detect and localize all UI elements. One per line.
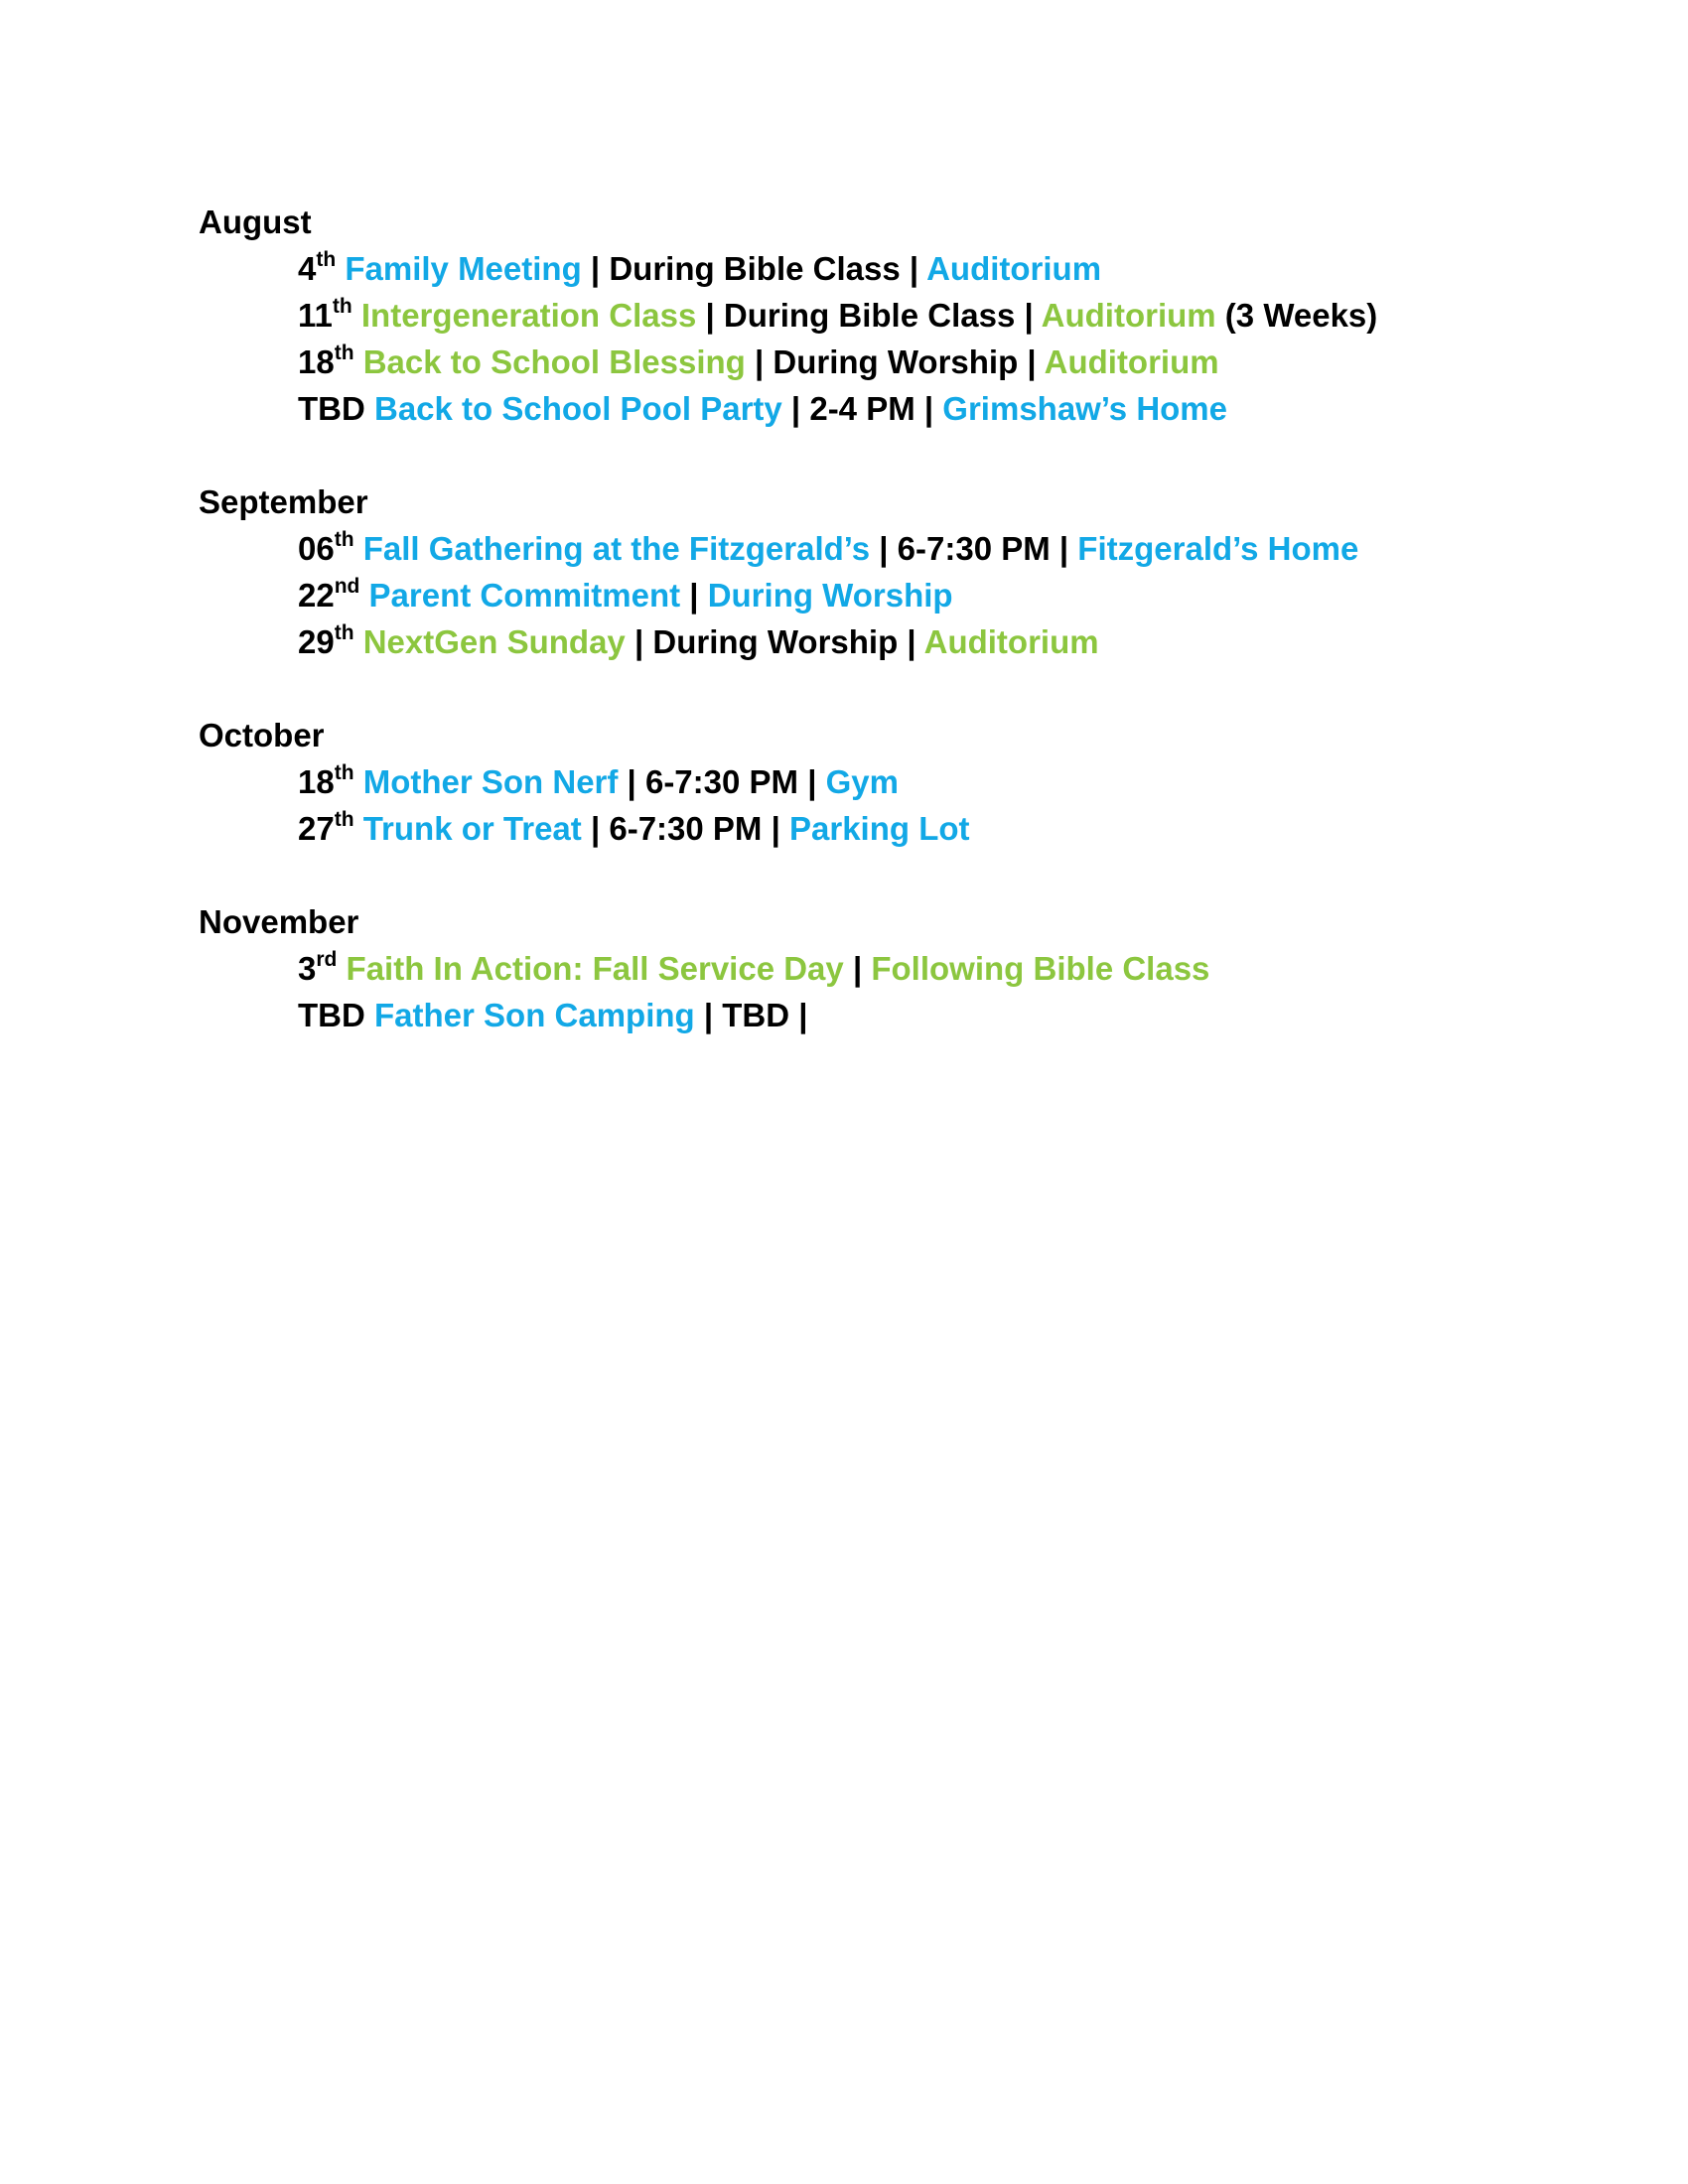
- event-day-suffix: th: [334, 761, 354, 784]
- event-day: 06: [298, 530, 335, 567]
- event-day: 22: [298, 577, 335, 614]
- month-title: August: [199, 204, 312, 240]
- separator: |: [1050, 530, 1078, 567]
- event-detail: Gym: [825, 763, 899, 800]
- event-detail: During Worship: [773, 343, 1019, 380]
- event-detail: Auditorium: [1041, 297, 1216, 334]
- separator: |: [618, 763, 645, 800]
- event-detail: 6-7:30 PM: [609, 810, 763, 847]
- event-calendar: [199, 199, 1489, 1085]
- event-detail: During Worship: [707, 577, 953, 614]
- event-row: [199, 572, 1489, 618]
- event-detail: Back to School Pool Party: [374, 390, 782, 427]
- event-detail: 6-7:30 PM: [897, 530, 1051, 567]
- event-row: [199, 805, 1489, 852]
- event-detail: 6-7:30 PM: [644, 763, 799, 800]
- separator: |: [694, 997, 723, 1033]
- separator: |: [581, 250, 610, 287]
- separator: |: [781, 390, 810, 427]
- month-section-october: [199, 712, 1489, 852]
- event-detail: During Bible Class: [723, 297, 1016, 334]
- separator: |: [914, 390, 943, 427]
- month-section-september: [199, 478, 1489, 665]
- event-detail: Fitzgerald’s Home: [1077, 530, 1359, 567]
- separator: |: [900, 250, 927, 287]
- event-detail: Parent Commitment: [368, 577, 681, 614]
- event-detail: Auditorium: [923, 623, 1099, 660]
- event-day: 18: [298, 763, 335, 800]
- separator: |: [1018, 343, 1045, 380]
- separator: |: [843, 950, 872, 987]
- separator: |: [1015, 297, 1042, 334]
- event-day-suffix: th: [334, 341, 354, 364]
- event-day-suffix: th: [334, 528, 354, 551]
- event-row: [199, 385, 1489, 432]
- event-day: TBD: [298, 997, 365, 1033]
- month-section-november: [199, 898, 1489, 1038]
- event-detail: Father Son Camping: [374, 997, 695, 1033]
- event-row: [199, 292, 1489, 339]
- separator: |: [870, 530, 898, 567]
- event-detail: (3 Weeks): [1215, 297, 1378, 334]
- event-row: [199, 245, 1489, 292]
- separator: |: [745, 343, 774, 380]
- event-detail: Fall Gathering at the Fitzgerald’s: [362, 530, 871, 567]
- event-detail: Faith In Action: Fall Service Day: [346, 950, 844, 987]
- month-section-august: [199, 199, 1489, 432]
- event-day-suffix: th: [334, 621, 354, 644]
- event-detail: Grimshaw’s Home: [942, 390, 1228, 427]
- separator: |: [696, 297, 724, 334]
- event-detail: Parking Lot: [789, 810, 970, 847]
- separator: |: [625, 623, 653, 660]
- separator: |: [898, 623, 924, 660]
- event-row: [199, 339, 1489, 385]
- event-day-suffix: th: [334, 808, 354, 831]
- event-detail: Auditorium: [1044, 343, 1219, 380]
- separator: |: [762, 810, 789, 847]
- event-detail: Intergeneration Class: [360, 297, 697, 334]
- event-detail: TBD: [722, 997, 790, 1033]
- event-detail: Back to School Blessing: [362, 343, 746, 380]
- event-day: 18: [298, 343, 335, 380]
- month-title: October: [199, 717, 325, 753]
- event-day: 27: [298, 810, 335, 847]
- event-row: [199, 618, 1489, 665]
- event-day: 11: [298, 297, 333, 334]
- separator: |: [789, 997, 808, 1033]
- event-detail: 2-4 PM: [809, 390, 915, 427]
- event-detail: Mother Son Nerf: [362, 763, 619, 800]
- event-day-suffix: th: [316, 248, 337, 271]
- event-day: 4: [298, 250, 317, 287]
- separator: |: [581, 810, 610, 847]
- event-detail: Auditorium: [926, 250, 1102, 287]
- event-detail: NextGen Sunday: [362, 623, 626, 660]
- event-row: [199, 758, 1489, 805]
- event-day-suffix: th: [332, 295, 352, 318]
- month-title: September: [199, 483, 368, 520]
- separator: |: [680, 577, 708, 614]
- event-day-suffix: nd: [334, 575, 360, 598]
- event-detail: Family Meeting: [345, 250, 582, 287]
- event-day: TBD: [298, 390, 365, 427]
- event-detail: During Worship: [652, 623, 899, 660]
- event-detail: Trunk or Treat: [362, 810, 582, 847]
- separator: |: [798, 763, 826, 800]
- event-detail: Following Bible Class: [871, 950, 1210, 987]
- event-day-suffix: rd: [316, 948, 338, 971]
- event-row: [199, 992, 1489, 1038]
- event-row: [199, 945, 1489, 992]
- event-day: 29: [298, 623, 335, 660]
- event-day: 3: [298, 950, 317, 987]
- event-detail: During Bible Class: [609, 250, 901, 287]
- event-row: [199, 525, 1489, 572]
- month-title: November: [199, 903, 359, 940]
